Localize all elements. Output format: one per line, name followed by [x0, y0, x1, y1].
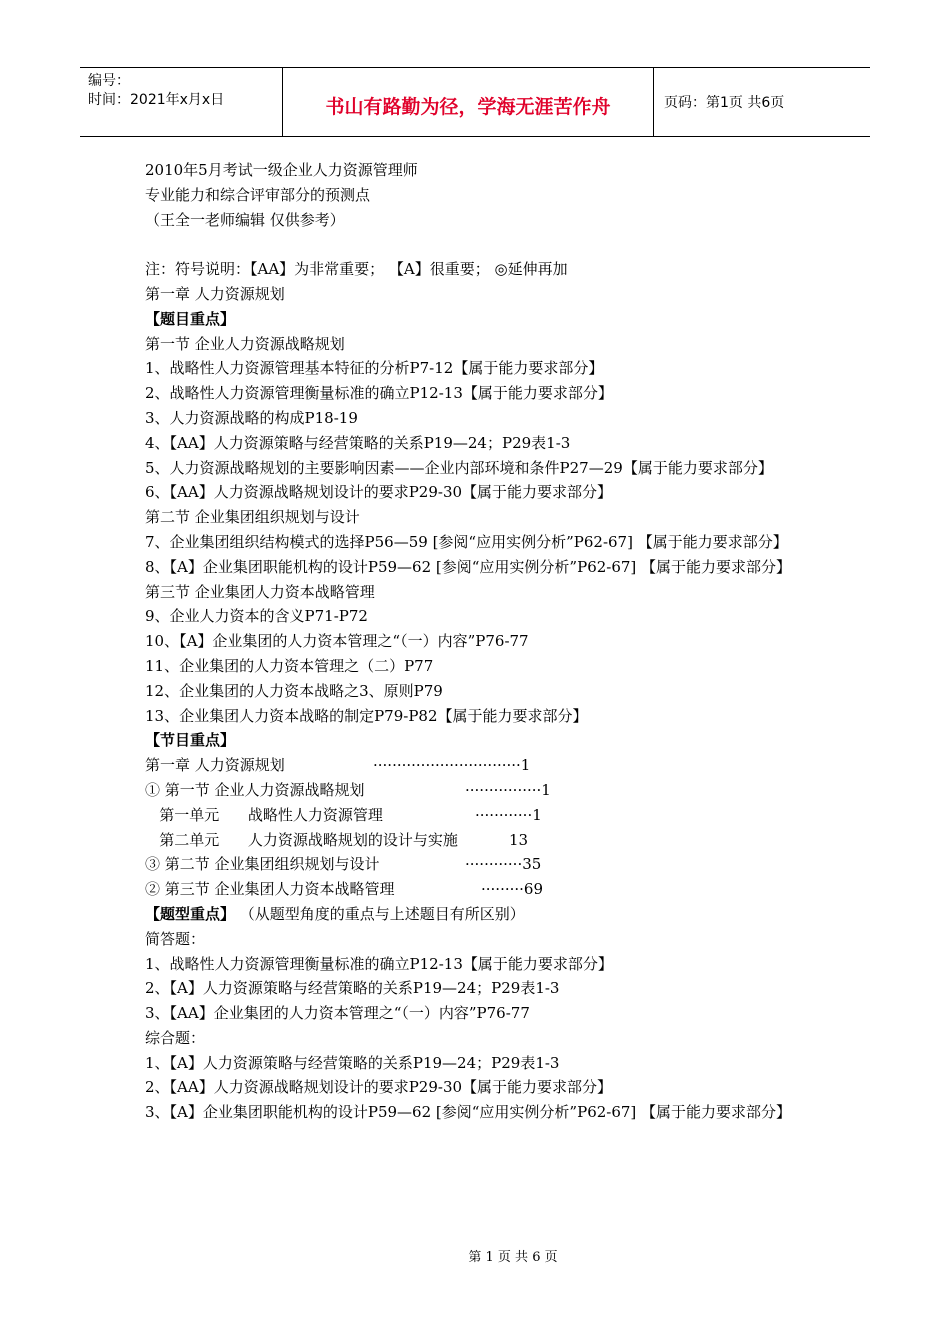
doc-title-2: 专业能力和综合评审部分的预测点 — [145, 185, 371, 204]
toc-page: ·········69 — [481, 880, 543, 899]
spacer — [145, 232, 817, 257]
toc-label: 第二单元 人力资源战略规划的设计与实施 — [145, 830, 458, 849]
toc-label: 第一单元 战略性人力资源管理 — [145, 805, 383, 824]
list-item: 3、人力资源战略的构成P18-19 — [145, 408, 358, 427]
page-header — [80, 67, 870, 137]
list-item: 11、企业集团的人力资本管理之（二）P77 — [145, 656, 434, 675]
header-meta — [80, 68, 282, 136]
list-item: 7、企业集团组织结构模式的选择P56—59 [参阅“应用实例分析”P62-67] 【属于能力要求部分】 — [145, 532, 788, 551]
topic-key-heading: 【题目重点】 — [145, 309, 236, 328]
chapter-heading: 第一章 人力资源规划 — [145, 284, 285, 303]
section-3-heading: 第三节 企业集团人力资本战略管理 — [145, 582, 375, 601]
comprehensive-label: 综合题： — [145, 1028, 206, 1047]
section-2-heading: 第二节 企业集团组织规划与设计 — [145, 508, 360, 527]
list-item: 3、【A】企业集团职能机构的设计P59—62 [参阅“应用实例分析”P62-67] 【属于能力要求部分】 — [145, 1103, 792, 1122]
toc-page: 13 — [509, 830, 529, 849]
doc-title-1: 2010年5月考试一级企业人力资源管理师 — [145, 161, 418, 179]
page-footer: 第 1 页 共 6 页 — [468, 1250, 558, 1265]
toc-label: ① 第一节 企业人力资源战略规划 — [145, 780, 365, 799]
doc-title-3: （王全一老师编辑 仅供参考） — [145, 210, 345, 229]
list-item: 1、战略性人力资源管理衡量标准的确立P12-13【属于能力要求部分】 — [145, 954, 613, 973]
document-body — [145, 158, 817, 1125]
list-item: 13、企业集团人力资本战略的制定P79-P82【属于能力要求部分】 — [145, 706, 588, 725]
toc-row — [145, 852, 817, 877]
section-key-heading: 【节目重点】 — [145, 731, 236, 750]
list-item: 12、企业集团的人力资本战略之3、原则P79 — [145, 681, 443, 700]
header-motto-cell — [282, 68, 654, 136]
list-item: 1、【A】人力资源策略与经营策略的关系P19—24；P29表1-3 — [145, 1053, 560, 1072]
motto: 书山有路勤为径，学海无涯苦作舟 — [325, 95, 611, 118]
list-item: 8、【A】企业集团职能机构的设计P59—62 [参阅“应用实例分析”P62-67] 【属于能力要求部分】 — [145, 557, 792, 576]
toc-row — [145, 877, 817, 902]
section-1-heading: 第一节 企业人力资源战略规划 — [145, 334, 345, 353]
toc-label: ② 第三节 企业集团人力资本战略管理 — [145, 880, 395, 899]
toc-page: ·······························1 — [373, 756, 531, 775]
list-item: 6、【AA】人力资源战略规划设计的要求P29-30【属于能力要求部分】 — [145, 483, 613, 502]
toc-label: 第一章 人力资源规划 — [145, 756, 285, 775]
list-item: 5、人力资源战略规划的主要影响因素——企业内部环境和条件P27—29【属于能力要求部分】 — [145, 458, 773, 477]
list-item: 9、企业人力资本的含义P71-P72 — [145, 607, 368, 626]
list-item: 2、战略性人力资源管理衡量标准的确立P12-13【属于能力要求部分】 — [145, 384, 613, 403]
toc-row — [145, 753, 817, 778]
toc-label: ③ 第二节 企业集团组织规划与设计 — [145, 855, 380, 874]
list-item: 2、【AA】人力资源战略规划设计的要求P29-30【属于能力要求部分】 — [145, 1078, 613, 1097]
toc-page: ············35 — [465, 855, 542, 874]
toc-page: ················1 — [465, 780, 551, 799]
question-type-heading: 【题型重点】 — [145, 904, 236, 923]
short-answer-label: 简答题： — [145, 929, 206, 948]
list-item: 1、战略性人力资源管理基本特征的分析P7-12【属于能力要求部分】 — [145, 359, 604, 378]
question-type-note: （从题型角度的重点与上述题目有所区别） — [239, 904, 525, 923]
list-item: 10、【A】企业集团的人力资本管理之“（一）内容”P76-77 — [145, 632, 529, 651]
toc-row — [145, 803, 817, 828]
time-label: 时间：2021年x月x日 — [88, 92, 225, 108]
toc-row — [145, 778, 817, 803]
list-item: 4、【AA】人力资源策略与经营策略的关系P19—24；P29表1-3 — [145, 433, 571, 452]
list-item: 3、【AA】企业集团的人力资本管理之“（一）内容”P76-77 — [145, 1004, 530, 1023]
list-item: 2、【A】人力资源策略与经营策略的关系P19—24；P29表1-3 — [145, 979, 560, 998]
question-type-heading-row — [145, 902, 817, 927]
symbol-note: 注：符号说明：【AA】为非常重要； 【A】很重要； ◎延伸再加 — [145, 260, 568, 279]
toc-page: ············1 — [475, 805, 542, 824]
page-number-label: 页码：第1页 共6页 — [664, 95, 785, 111]
number-label: 编号： — [88, 73, 130, 89]
toc-row — [145, 828, 817, 853]
